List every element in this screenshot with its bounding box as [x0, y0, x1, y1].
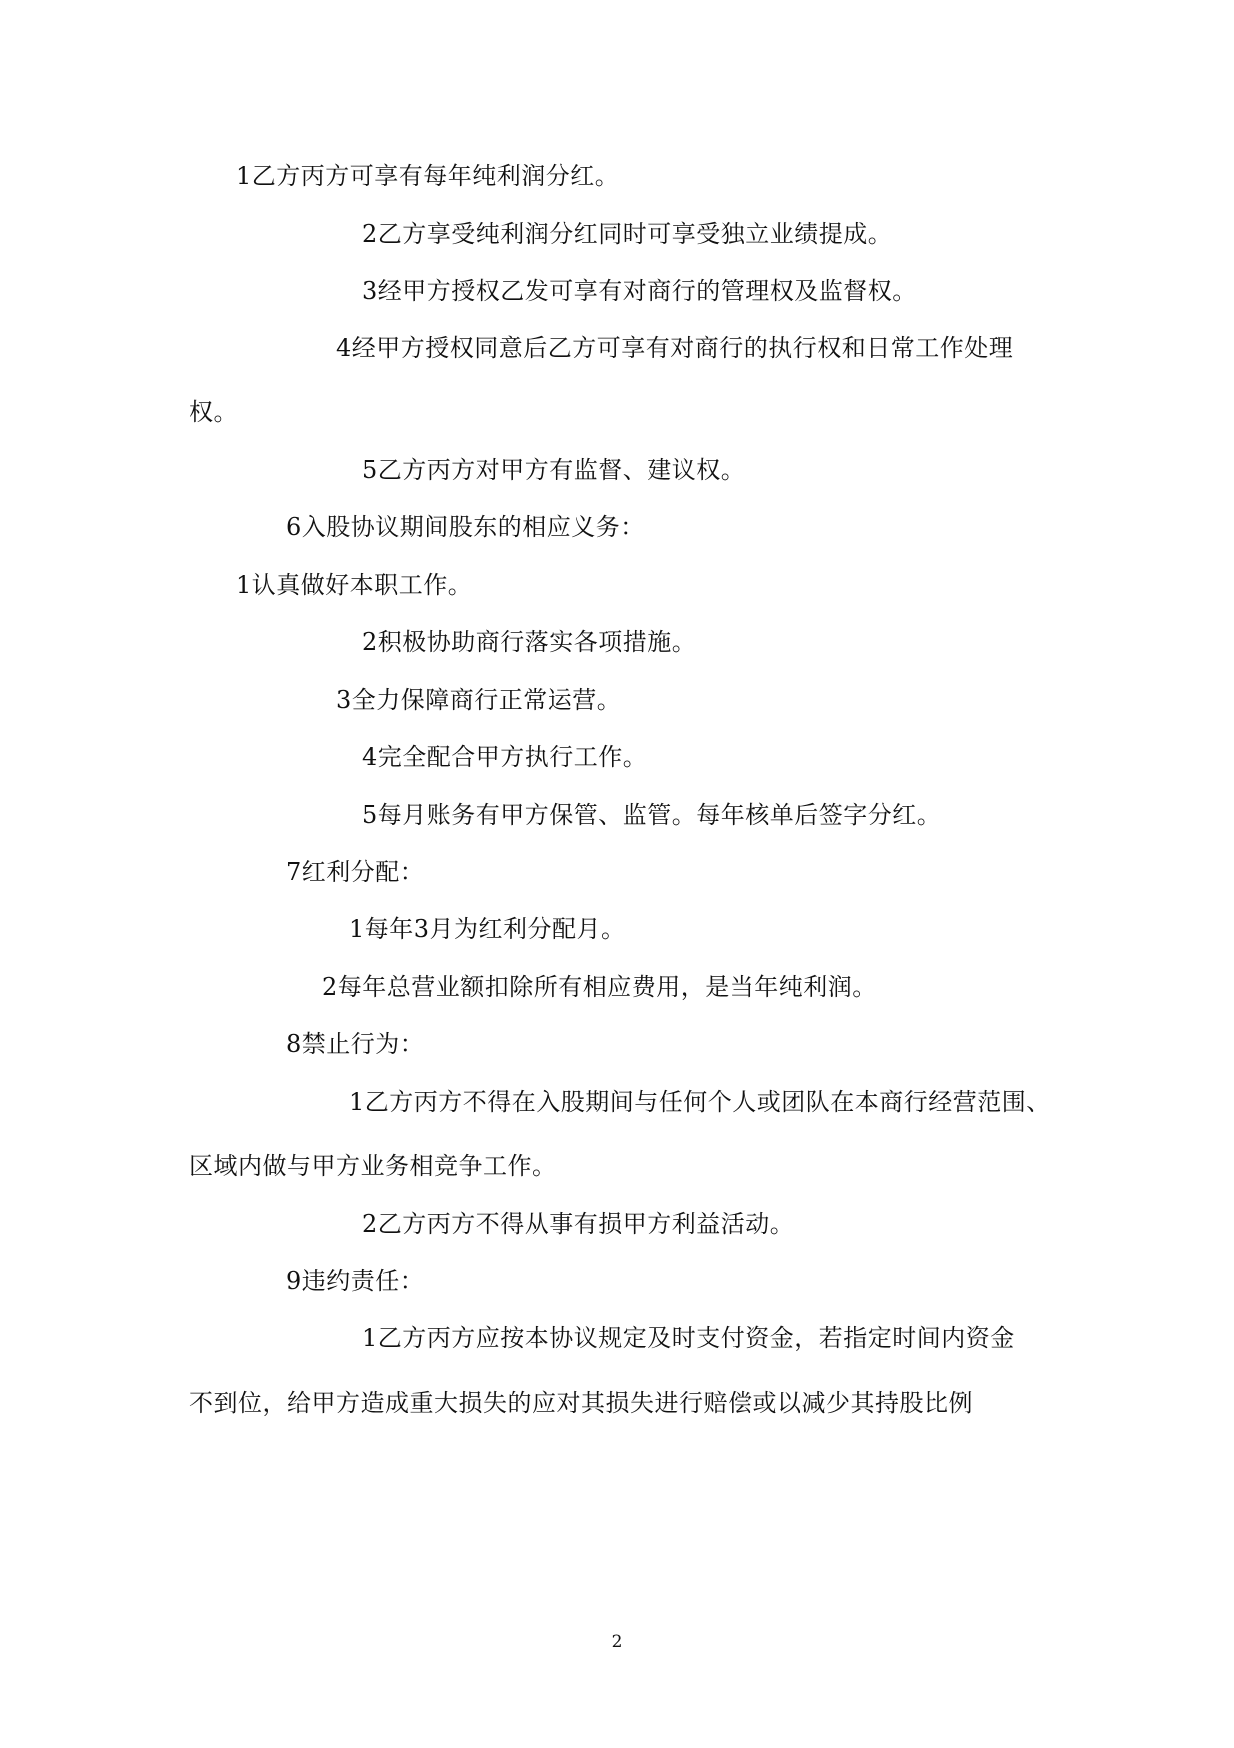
text-line: 4完全配合甲方执行工作。 [362, 743, 648, 771]
text-line: 2乙方享受纯利润分红同时可享受独立业绩提成。 [362, 220, 893, 248]
text-line: 权。 [189, 398, 238, 426]
text-line: 4经甲方授权同意后乙方可享有对商行的执行权和日常工作处理 [336, 334, 1014, 362]
text-line: 5每月账务有甲方保管、监管。每年核单后签字分红。 [362, 801, 942, 829]
text-line: 1乙方丙方可享有每年纯利润分红。 [236, 162, 620, 190]
text-line: 6入股协议期间股东的相应义务： [286, 513, 645, 541]
text-line: 2乙方丙方不得从事有损甲方利益活动。 [362, 1210, 795, 1238]
text-line: 2每年总营业额扣除所有相应费用，是当年纯利润。 [322, 973, 877, 1001]
text-line: 1认真做好本职工作。 [236, 571, 473, 599]
text-line: 5乙方丙方对甲方有监督、建议权。 [362, 456, 746, 484]
text-line: 3全力保障商行正常运营。 [336, 686, 622, 714]
text-line: 8禁止行为： [286, 1030, 425, 1058]
text-line: 不到位，给甲方造成重大损失的应对其损失进行赔偿或以减少其持股比例 [189, 1389, 973, 1417]
text-line: 7红利分配： [286, 858, 425, 886]
text-line: 1乙方丙方不得在入股期间与任何个人或团队在本商行经营范围、 [349, 1088, 1051, 1116]
text-line: 区域内做与甲方业务相竞争工作。 [189, 1152, 557, 1180]
text-line: 1乙方丙方应按本协议规定及时支付资金，若指定时间内资金 [362, 1324, 1015, 1352]
text-line: 1每年3月为红利分配月。 [349, 915, 626, 943]
text-line: 2积极协助商行落实各项措施。 [362, 628, 697, 656]
text-line: 3经甲方授权乙发可享有对商行的管理权及监督权。 [362, 277, 917, 305]
text-line: 9违约责任： [286, 1267, 425, 1295]
page-number: 2 [611, 1632, 623, 1652]
